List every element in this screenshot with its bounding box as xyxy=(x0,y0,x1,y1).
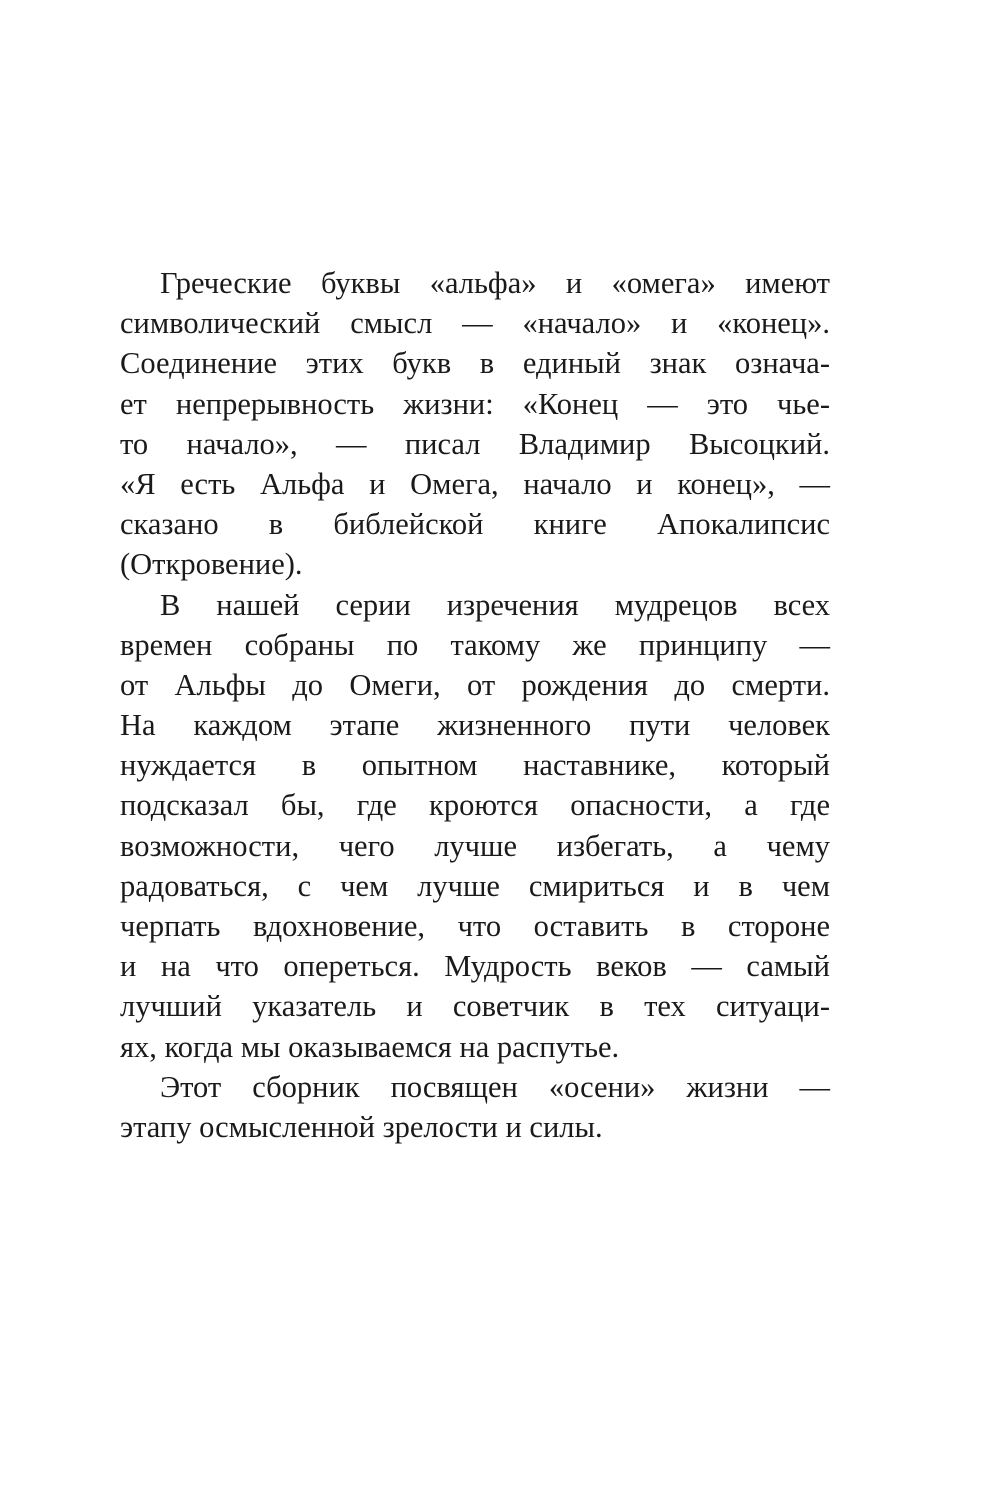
text-line: Греческие буквы «альфа» и «омега» имеют xyxy=(160,266,830,300)
paragraph-1 xyxy=(120,263,830,585)
text-line: от Альфы до Омеги, от рождения до смерти. xyxy=(120,667,830,702)
text-line: На каждом этапе жизненного пути человек xyxy=(120,708,830,743)
paragraph-2 xyxy=(120,585,830,1067)
text-line: радоваться, с чем лучше смириться и в чем xyxy=(120,868,830,903)
text-line: то начало», — писал Владимир Высоцкий. xyxy=(120,426,830,461)
text-line: В нашей серии изречения мудрецов всех xyxy=(160,587,830,622)
text-line: возможности, чего лучше избегать, а чему xyxy=(120,828,830,863)
text-line: лучший указатель и советчик в тех ситуаци- xyxy=(120,989,830,1024)
text-line: символический смысл — «начало» и «конец». xyxy=(120,306,830,341)
text-line: времен собраны по такому же принципу — xyxy=(120,627,830,662)
text-line: нуждается в опытном наставнике, который xyxy=(120,748,830,783)
text-line: подсказал бы, где кроются опасности, а где xyxy=(120,788,830,823)
text-line: ях, когда мы оказываемся на распутье. xyxy=(120,1029,620,1064)
text-line: ет непрерывность жизни: «Конец — это чье- xyxy=(120,386,830,421)
text-line: этапу осмысленной зрелости и силы. xyxy=(120,1109,603,1144)
page-text xyxy=(120,263,830,1147)
text-line: сказано в библейской книге Апокалипсис xyxy=(120,507,830,542)
text-line: «Я есть Альфа и Омега, начало и конец», — xyxy=(120,466,830,501)
text-line: и на что опереться. Мудрость веков — самый xyxy=(120,949,830,984)
text-line: Соединение этих букв в единый знак означа- xyxy=(120,346,830,381)
paragraph-3 xyxy=(120,1067,830,1147)
text-line: черпать вдохновение, что оставить в стороне xyxy=(120,909,830,943)
text-line: (Откровение). xyxy=(120,547,303,582)
text-line: Этот сборник посвящен «осени» жизни — xyxy=(160,1069,830,1104)
